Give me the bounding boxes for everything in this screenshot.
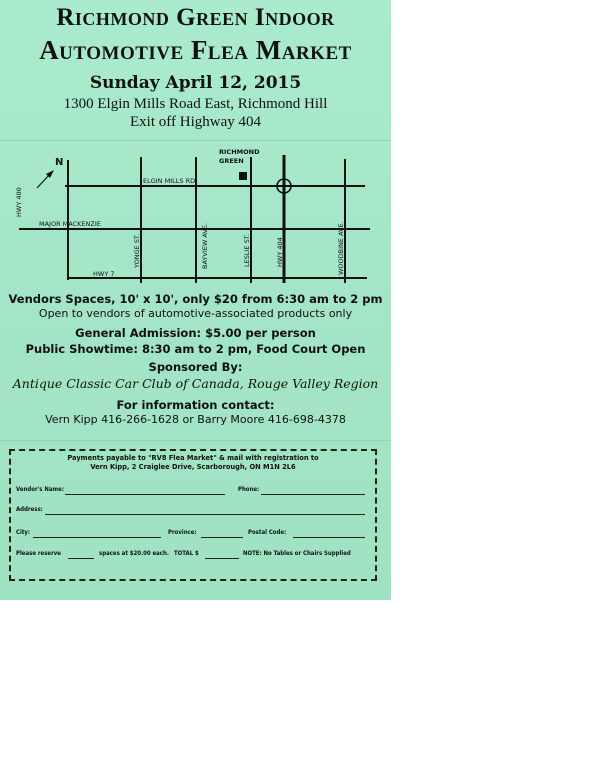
fold-crease xyxy=(0,440,391,441)
spaces-count-field[interactable] xyxy=(68,558,94,559)
label-bayview: BAYVIEW AVE. xyxy=(201,223,209,269)
event-address: 1300 Elgin Mills Road East, Richmond Hill xyxy=(63,96,328,112)
label-leslie: LESLIE ST. xyxy=(243,234,251,267)
postal-code-field[interactable] xyxy=(293,537,365,538)
contact-heading: For information contact: xyxy=(116,398,275,412)
location-map xyxy=(15,145,385,285)
label-hwy-7: HWY 7 xyxy=(93,270,115,278)
sponsored-by: Sponsored By: xyxy=(148,360,243,374)
label-hwy-404: HWY 404 xyxy=(276,237,284,267)
postal-code-label: Postal Code: xyxy=(248,529,287,536)
form-header-line-2: Vern Kipp, 2 Craiglee Drive, Scarborough, ON M1N 2L6 xyxy=(90,463,296,471)
label-woodbine: WOODBINE AVE. xyxy=(337,221,345,275)
north-label: N xyxy=(55,157,64,168)
open-to-vendors: Open to vendors of automotive-associated products only xyxy=(38,307,353,320)
title-line-1: Richmond Green Indoor xyxy=(56,4,335,31)
registration-form xyxy=(9,449,377,581)
public-showtime: Public Showtime: 8:30 am to 2 pm, Food Court Open xyxy=(25,342,366,356)
venue-marker-icon xyxy=(239,172,247,180)
spaces-price-label: spaces at $20.00 each. xyxy=(99,550,169,557)
city-field[interactable] xyxy=(33,537,161,538)
please-reserve-label: Please reserve xyxy=(16,550,61,557)
province-label: Province: xyxy=(168,529,197,536)
title-line-2: Automotive Flea Market xyxy=(39,35,352,65)
label-elgin-mills: ELGIN MILLS RD. xyxy=(143,177,198,185)
label-yonge: YONGE ST. xyxy=(133,233,141,268)
phone-field[interactable] xyxy=(261,494,365,495)
province-field[interactable] xyxy=(201,537,243,538)
form-header-line-1: Payments payable to "RV8 Flea Market" & mail with registration to xyxy=(67,454,319,462)
total-field[interactable] xyxy=(205,558,239,559)
venue-label-1: RICHMOND xyxy=(219,148,260,156)
city-label: City: xyxy=(16,529,31,536)
highway-exit: Exit off Highway 404 xyxy=(130,114,261,130)
vendor-name-label: Vendor's Name: xyxy=(16,486,64,493)
event-date: Sunday April 12, 2015 xyxy=(89,73,302,93)
sponsor-name: Antique Classic Car Club of Canada, Rouge Valley Region xyxy=(12,376,379,391)
venue-label-2: GREEN xyxy=(219,157,244,165)
address-field[interactable] xyxy=(45,514,365,515)
fold-crease xyxy=(0,140,391,141)
no-tables-note: NOTE: No Tables or Chairs Supplied xyxy=(243,550,351,557)
vendor-name-field[interactable] xyxy=(65,494,225,495)
vendor-spaces: Vendors Spaces, 10' x 10', only $20 from 6:30 am to 2 pm xyxy=(8,292,383,306)
label-hwy-400: HWY 400 xyxy=(15,187,23,217)
contact-numbers: Vern Kipp 416-266-1628 or Barry Moore 416-698-4378 xyxy=(45,413,346,426)
total-label: TOTAL $ xyxy=(174,550,199,557)
label-major-mackenzie: MAJOR MACKENZIE xyxy=(39,220,101,228)
address-label: Address: xyxy=(16,506,43,513)
phone-label: Phone: xyxy=(238,486,260,493)
general-admission: General Admission: $5.00 per person xyxy=(75,326,316,340)
